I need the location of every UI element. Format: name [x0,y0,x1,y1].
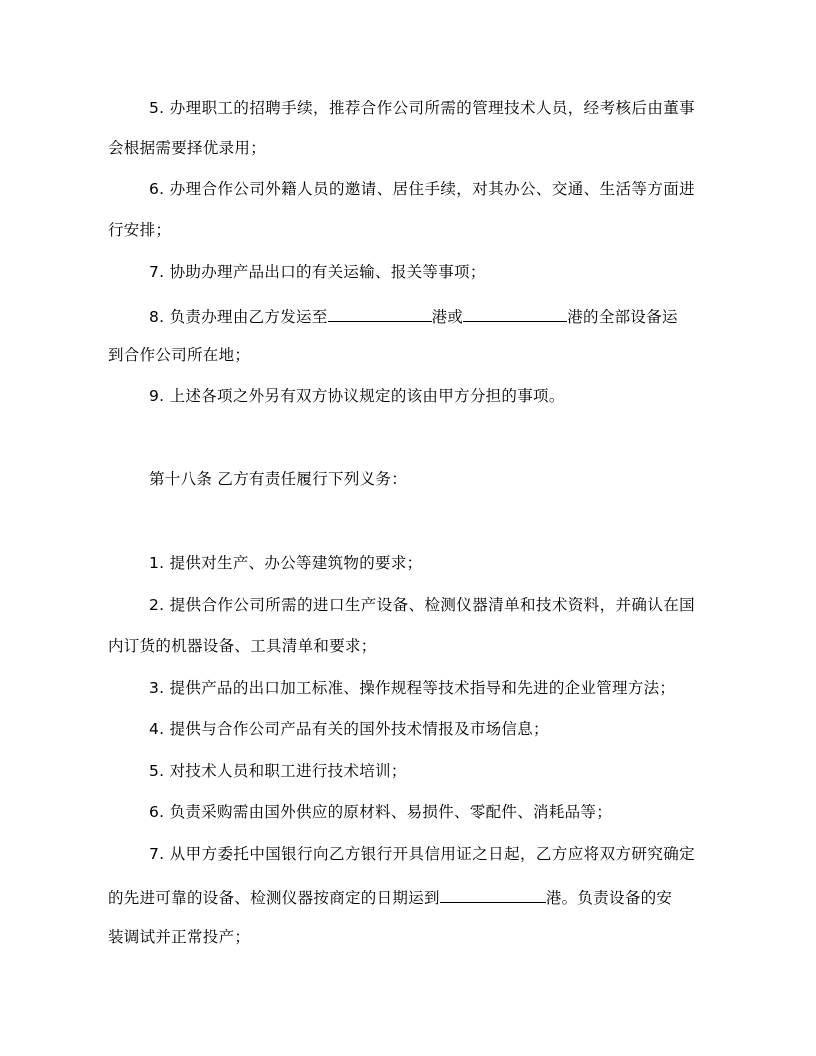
jia-item-7: 7. 协助办理产品出口的有关运输、报关等事项； [149,263,486,281]
jia-item-9: 9. 上述各项之外另有双方协议规定的该由甲方分担的事项。 [149,387,565,405]
yi-item-1: 1. 提供对生产、办公等建筑物的要求； [149,554,423,572]
jia-item-8-part-1: 8. 负责办理由乙方发运至 [149,308,328,326]
jia-item-8-part-2: 港或 [431,308,464,326]
yi-item-2-line-2: 内订货的机器设备、工具清单和要求； [108,637,377,655]
yi-item-3: 3. 提供产品的出口加工标准、操作规程等技术指导和先进的企业管理方法； [149,679,676,697]
yi-item-7-part-2: 港。负责设备的安 [545,889,673,907]
jia-item-6-line-2: 行安排； [108,221,172,239]
port-blank-3 [440,885,546,903]
port-blank-1 [328,304,432,322]
jia-item-5-line-2: 会根据需要择优录用； [108,139,267,157]
jia-item-6-line-1: 6. 办理合作公司外籍人员的邀请、居住手续，对其办公、交通、生活等方面进 [149,180,695,198]
port-blank-2 [463,304,567,322]
yi-item-2-line-1: 2. 提供合作公司所需的进口生产设备、检测仪器清单和技术资料，并确认在国 [149,596,695,614]
yi-item-7-line-2 [108,885,672,908]
jia-item-8-line-2: 到合作公司所在地； [108,346,251,364]
yi-item-6: 6. 负责采购需由国外供应的原材料、易损件、零配件、消耗品等； [149,803,613,821]
yi-item-5: 5. 对技术人员和职工进行技术培训； [149,762,407,780]
yi-item-7-line-3: 装调试并正常投产； [108,928,251,946]
jia-item-8-line-1 [149,304,678,327]
article-18-heading: 第十八条 乙方有责任履行下列义务： [149,470,408,488]
yi-item-7-line-1: 7. 从甲方委托中国银行向乙方银行开具信用证之日起，乙方应将双方研究确定 [149,845,695,863]
jia-item-5-line-1: 5. 办理职工的招聘手续，推荐合作公司所需的管理技术人员，经考核后由董事 [149,99,695,117]
yi-item-4: 4. 提供与合作公司产品有关的国外技术情报及市场信息； [149,720,549,738]
jia-item-8-part-3: 港的全部设备运 [567,308,678,326]
yi-item-7-part-1: 的先进可靠的设备、检测仪器按商定的日期运到 [108,889,440,907]
